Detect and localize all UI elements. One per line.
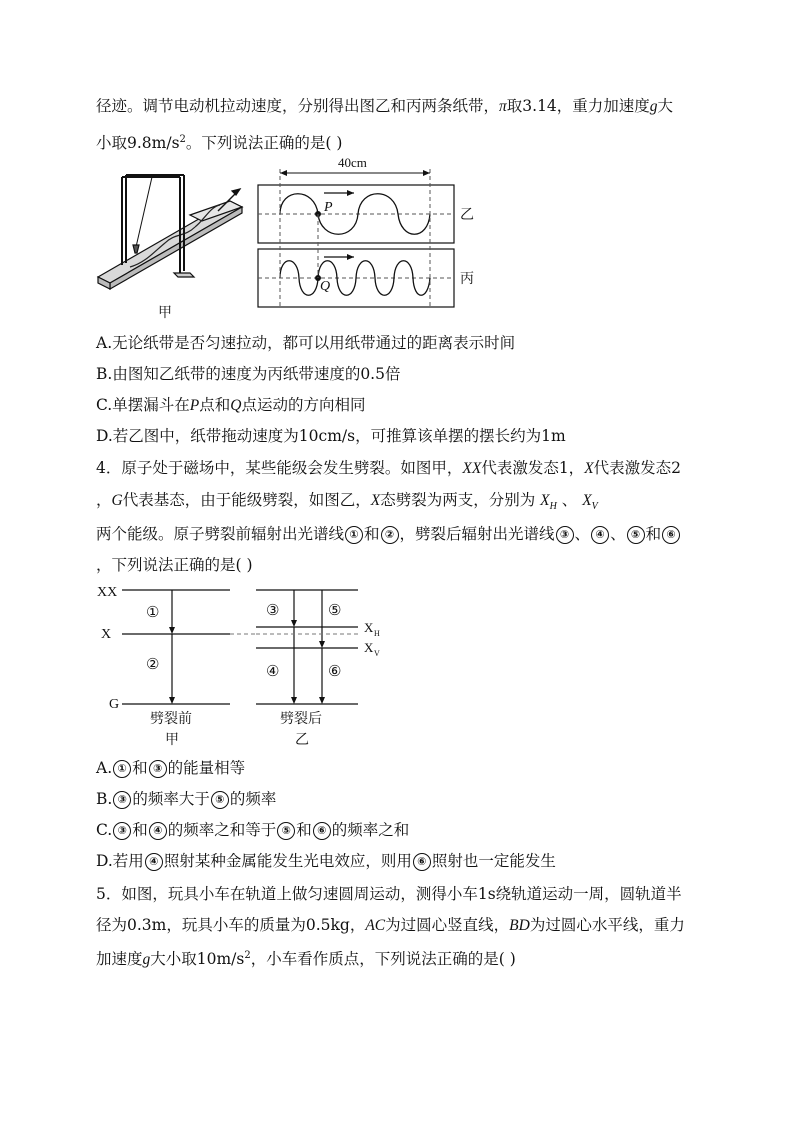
circled-3: ③ bbox=[556, 526, 574, 544]
circled-5: ⑤ bbox=[277, 822, 295, 840]
text: C.单摆漏斗在 bbox=[96, 396, 190, 414]
q3-intro-line1 bbox=[96, 96, 673, 117]
q4-stem-line1 bbox=[96, 458, 681, 479]
label-line-4: ④ bbox=[266, 664, 280, 680]
var-XX: XX bbox=[462, 460, 482, 477]
text: 大小取10m/s bbox=[150, 950, 245, 968]
circled-5: ⑤ bbox=[211, 791, 229, 809]
text: C. bbox=[96, 821, 113, 839]
q4-option-b bbox=[96, 789, 276, 809]
text: 和 bbox=[296, 821, 312, 839]
q3-intro-line2 bbox=[96, 130, 342, 153]
text: 大 bbox=[657, 97, 674, 115]
text: 径为0.3m，玩具小车的质量为0.5kg， bbox=[96, 916, 366, 934]
text: A. bbox=[96, 759, 113, 777]
text: 和 bbox=[645, 525, 662, 543]
text: 的频率 bbox=[229, 790, 277, 808]
arrow-4 bbox=[291, 697, 297, 704]
q4-stem-line3 bbox=[96, 524, 681, 544]
q5-stem-line1: 5．如图，玩具小车在轨道上做匀速圆周运动，测得小车1s绕轨道运动一周，圆轨道半 bbox=[96, 885, 682, 903]
q4-stem-line4: ，下列说法正确的是( ) bbox=[96, 556, 253, 574]
text: 加速度 bbox=[96, 950, 143, 968]
label-Q: Q bbox=[320, 279, 331, 294]
text: 、 bbox=[574, 525, 591, 543]
circled-6: ⑥ bbox=[413, 853, 431, 871]
text: 为过圆心水平线，重力 bbox=[529, 916, 685, 934]
var-X: X bbox=[370, 492, 381, 509]
text: 点和 bbox=[199, 396, 231, 414]
arrow-5 bbox=[319, 641, 325, 648]
text: 取3.14，重力加速度 bbox=[506, 97, 650, 115]
q3-option-d: D.若乙图中，纸带拖动速度为10cm/s，可推算该单摆的摆长约为1m bbox=[96, 427, 566, 445]
text: 照射某种金属能发生光电效应，则用 bbox=[163, 852, 412, 870]
circled-5: ⑤ bbox=[627, 526, 645, 544]
var-BD: BD bbox=[509, 917, 530, 934]
text: 代表激发态1， bbox=[481, 459, 585, 477]
label-line-5: ⑤ bbox=[328, 603, 342, 619]
circled-4: ④ bbox=[149, 822, 167, 840]
arrow-1 bbox=[169, 627, 175, 634]
q4-stem-line2 bbox=[96, 490, 598, 517]
label-jia: 甲 bbox=[158, 306, 172, 321]
q3-option-a: A.无论纸带是否匀速拉动，都可以用纸带通过的距离表示时间 bbox=[96, 334, 516, 352]
label-line-3: ③ bbox=[266, 603, 280, 619]
caption-after: 劈裂后 bbox=[280, 712, 322, 727]
text: 照射也一定能发生 bbox=[431, 852, 556, 870]
text: 的频率之和 bbox=[331, 821, 410, 839]
var-g: g bbox=[649, 98, 658, 115]
arrow-2 bbox=[169, 697, 175, 704]
dimension-arrow-right bbox=[423, 170, 430, 176]
q3-option-b: B.由图知乙纸带的速度为丙纸带速度的0.5倍 bbox=[96, 365, 401, 383]
pi-symbol: π bbox=[499, 98, 507, 115]
text: 、 bbox=[610, 525, 626, 543]
circled-6: ⑥ bbox=[313, 822, 331, 840]
label-yi: 乙 bbox=[460, 208, 474, 223]
tape-yi bbox=[258, 185, 454, 243]
label-X: X bbox=[101, 627, 112, 642]
var-XV: X bbox=[582, 492, 592, 509]
text: 、 bbox=[556, 491, 583, 509]
text: 。下列说法正确的是( ) bbox=[185, 134, 343, 152]
q5-stem-line3 bbox=[96, 946, 516, 970]
caption-yi: 乙 bbox=[295, 733, 309, 748]
text: 的频率大于 bbox=[132, 790, 210, 808]
text: 的能量相等 bbox=[167, 759, 246, 777]
label-line-6: ⑥ bbox=[328, 664, 342, 680]
var-G: G bbox=[111, 492, 123, 509]
label-XH: X bbox=[364, 620, 374, 635]
text: 小取9.8m/s bbox=[96, 134, 180, 152]
text: 代表激发态2 bbox=[593, 459, 682, 477]
circled-4: ④ bbox=[145, 853, 163, 871]
text: ，劈裂后辐射出光谱线 bbox=[399, 525, 555, 543]
label-G: G bbox=[109, 697, 120, 712]
text: 态劈裂为两支，分别为 bbox=[380, 491, 541, 509]
circled-3: ③ bbox=[113, 822, 131, 840]
caption-before: 劈裂前 bbox=[150, 712, 192, 727]
q4-option-d bbox=[96, 851, 556, 871]
var-Q: Q bbox=[230, 397, 242, 414]
text: 为过圆心竖直线， bbox=[385, 916, 510, 934]
text: B. bbox=[96, 790, 113, 808]
var-AC: AC bbox=[365, 917, 386, 934]
subscript-H: H bbox=[549, 501, 557, 513]
text: ，小车看作质点，下列说法正确的是( ) bbox=[250, 950, 516, 968]
var-P: P bbox=[189, 397, 200, 414]
circled-1: ① bbox=[345, 526, 363, 544]
text: 和 bbox=[132, 821, 148, 839]
circled-3: ③ bbox=[113, 791, 131, 809]
circled-6: ⑥ bbox=[662, 526, 680, 544]
text: 代表基态，由于能级劈裂，如图乙， bbox=[122, 491, 371, 509]
circled-4: ④ bbox=[591, 526, 609, 544]
pendulum-apparatus bbox=[98, 175, 242, 289]
text: 点运动的方向相同 bbox=[241, 396, 366, 414]
text: D.若用 bbox=[96, 852, 144, 870]
text: 两个能级。原子劈裂前辐射出光谱线 bbox=[96, 525, 345, 543]
text: 4．原子处于磁场中，某些能级会发生劈裂。如图甲， bbox=[96, 459, 463, 477]
label-bing: 丙 bbox=[460, 272, 474, 287]
var-X: X bbox=[584, 460, 594, 477]
arrow-3 bbox=[291, 620, 297, 627]
label-40cm: 40cm bbox=[338, 155, 367, 170]
text: 和 bbox=[364, 525, 380, 543]
superscript: 2 bbox=[179, 134, 186, 145]
circled-1: ① bbox=[113, 760, 131, 778]
q5-stem-line2 bbox=[96, 915, 685, 936]
label-P: P bbox=[324, 200, 333, 215]
var-XH: X bbox=[540, 492, 550, 509]
dimension-arrow-left bbox=[280, 170, 287, 176]
text: ， bbox=[96, 491, 112, 509]
q3-option-c bbox=[96, 395, 365, 416]
label-XH-sub: H bbox=[374, 629, 380, 638]
text: 的频率之和等于 bbox=[167, 821, 277, 839]
label-XV-sub: V bbox=[374, 649, 380, 658]
q3-pendulum-figure bbox=[90, 155, 490, 325]
label-line-1: ① bbox=[146, 605, 160, 621]
label-XV: X bbox=[364, 640, 374, 655]
superscript: 2 bbox=[244, 950, 251, 961]
var-g: g bbox=[142, 951, 151, 968]
subscript-V: V bbox=[591, 501, 598, 513]
q4-option-a bbox=[96, 758, 245, 778]
q4-option-c bbox=[96, 820, 409, 840]
text: 和 bbox=[132, 759, 148, 777]
label-line-2: ② bbox=[146, 657, 160, 673]
circled-3: ③ bbox=[149, 760, 167, 778]
text: 径迹。调节电动机拉动速度，分别得出图乙和丙两条纸带， bbox=[96, 97, 500, 115]
tape-bing bbox=[258, 249, 454, 307]
label-XX: XX bbox=[97, 585, 118, 600]
energy-level-figure bbox=[90, 580, 390, 750]
circled-2: ② bbox=[381, 526, 399, 544]
arrow-6 bbox=[319, 697, 325, 704]
caption-jia: 甲 bbox=[165, 733, 179, 748]
